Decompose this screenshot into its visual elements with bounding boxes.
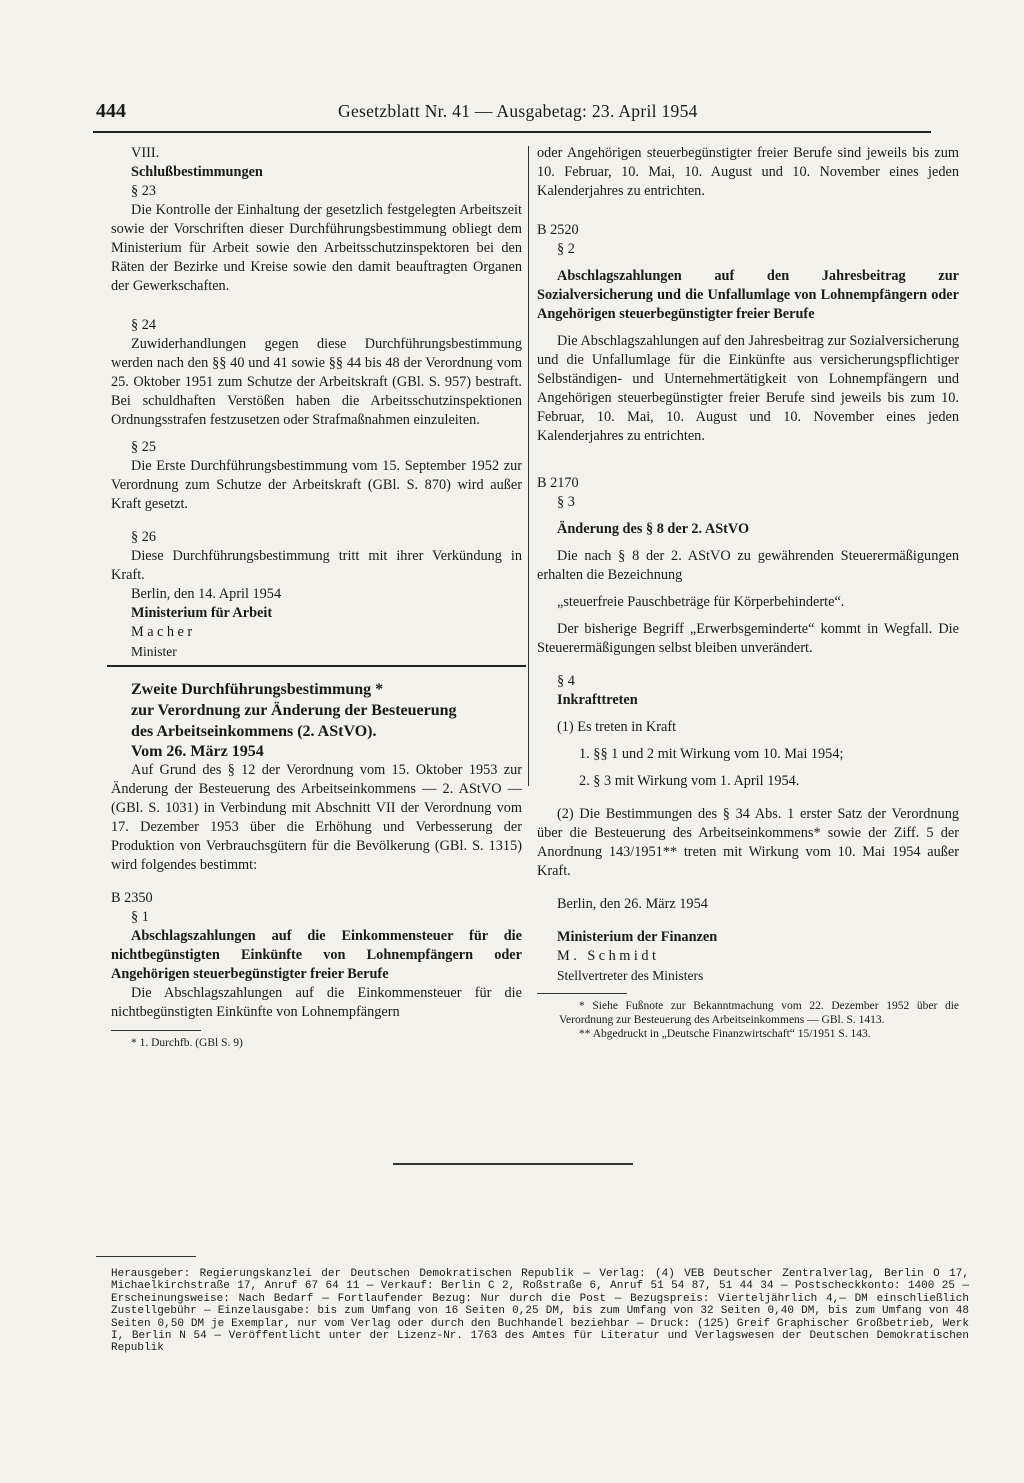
right-column (537, 144, 959, 1041)
code-b2520: B 2520 (537, 222, 579, 238)
page-number: 444 (96, 100, 126, 122)
signature-ministry-right: Ministerium der Finanzen (557, 929, 718, 945)
chapter-title: Schlußbestimmungen (131, 164, 263, 180)
running-head: Gesetzblatt Nr. 41 — Ausgabetag: 23. April 1954 (338, 101, 698, 121)
section-2-title: Abschlagszahlungen auf den Jahresbeitrag zur Sozialversicherung und die Unfallumlage von Lohnempfängern oder Angehörigen steuerbegünstigter freier Berufe (537, 268, 959, 322)
section-1-heading: § 1 (131, 909, 149, 925)
section-4-para-1: (1) Es treten in Kraft (557, 719, 677, 735)
code-b2170: B 2170 (537, 475, 579, 491)
column-divider (528, 146, 529, 786)
page-header (96, 100, 930, 130)
signature-role: Minister (131, 644, 177, 659)
footnote: * 1. Durchfb. (GBl S. 9) (131, 1037, 243, 1049)
left-column (111, 144, 522, 1050)
decree-preamble: Auf Grund des § 12 der Verordnung vom 15. Oktober 1953 zur Änderung der Besteuerung des Arbeitseinkommens — 2. AStVO — (GBl. S. 1031) in Verbindung mit Abschnitt VII der Verordnung vom 17. Dezember 1953 über die Erhöhung und Verbesserung der Produktion von Verbrauchsgütern für die Bevölkerung (GBl. S. 1315) wird folgendes bestimmt: (111, 762, 522, 873)
section-3-text-1: Die nach § 8 der 2. AStVO zu gewährenden Steuerermäßigungen erhalten die Bezeichnung (537, 548, 959, 583)
section-2-text: Die Abschlagszahlungen auf den Jahresbeitrag zur Sozialversicherung und die Unfallumlage für die Einkünfte aus versicherungspflichtiger Selbständigen- und Unternehmertätigkeit von Lohnempfängern und Angehörigen steuerbegünstigter freier Berufe sind jeweils bis zum 10. Februar, 10. Mai, 10. August und 10. November eines jeden Kalenderjahres zu entrichten. (537, 333, 959, 444)
section-3-quote: „steuerfreie Pauschbeträge für Körperbehinderte“. (557, 594, 845, 610)
section-4-para-2: (2) Die Bestimmungen des § 34 Abs. 1 erster Satz der Verordnung über die Besteuerung des Arbeitseinkommens* sowie der Ziff. 5 der Anordnung 143/1951** treten mit Wirkung vom 10. Mai 1954 außer Kraft. (537, 806, 959, 879)
section-2-heading: § 2 (557, 241, 575, 257)
chapter-number: VIII. (131, 145, 160, 161)
section-4-heading: § 4 (557, 673, 575, 689)
section-4-title: Inkrafttreten (557, 692, 638, 708)
signature-ministry: Ministerium für Arbeit (131, 605, 273, 621)
decree-title-line-1: Zweite Durchführungsbestimmung * (131, 681, 384, 698)
end-rule (393, 1163, 633, 1165)
place-date: Berlin, den 14. April 1954 (131, 586, 282, 602)
section-1-text: Die Abschlagszahlungen auf die Einkommensteuer für die nichtbegünstigten Einkünfte von Lohnempfängern (111, 985, 522, 1020)
section-25-text: Die Erste Durchführungsbestimmung vom 15. September 1952 zur Verordnung zum Schutze der Arbeitskraft (GBl. S. 870) wird außer Kraft gesetzt. (111, 458, 522, 512)
section-23-heading: § 23 (131, 183, 157, 199)
imprint-rule (96, 1256, 196, 1257)
signature-name-right: M. Schmidt (557, 948, 660, 964)
decree-title-line-2: zur Verordnung zur Änderung der Besteuerung (131, 702, 457, 719)
section-1-continuation: oder Angehörigen steuerbegünstigter freier Berufe sind jeweils bis zum 10. Februar, 10. Mai, 10. August und 10. November eines jeden Kalenderjahres zu entrichten. (537, 145, 959, 199)
footnote-rule (111, 1030, 201, 1031)
section-3-text-2: Der bisherige Begriff „Erwerbsgeminderte“ kommt in Wegfall. Die Steuerermäßigungen selbst bleiben unverändert. (537, 621, 959, 656)
decree-date: Vom 26. März 1954 (131, 743, 264, 760)
footnote-rule-right (537, 993, 627, 994)
footnote-right-2: ** Abgedruckt in „Deutsche Finanzwirtschaft“ 15/1951 S. 143. (579, 1028, 871, 1040)
signature-name: Macher (131, 624, 196, 640)
section-23-text: Die Kontrolle der Einhaltung der gesetzlich festgelegten Arbeitszeit sowie der Vorschriften dieser Durchführungsbestimmung obliegt dem Ministerium für Arbeit sowie den Arbeitsschutzinspektoren bei den Räten der Bezirke und Kreise sowie den damit beauftragten Organen der Gewerkschaften. (111, 202, 522, 294)
footnote-right-1: * Siehe Fußnote zur Bekanntmachung vom 22. Dezember 1952 über die Verordnung zur Besteuerung des Arbeitseinkommens — GBl. S. 1413. (559, 1000, 959, 1026)
section-24-text: Zuwiderhandlungen gegen diese Durchführungsbestimmung werden nach den §§ 40 und 41 sowie §§ 44 bis 48 der Verordnung vom 25. Oktober 1951 zum Schutze der Arbeitskraft (GBl. S. 957) bestraft. Bei schuldhaften Verstößen haben die Arbeitsschutzinspektionen Ordnungsstrafen festzusetzen oder Strafmaßnahmen einzuleiten. (111, 336, 522, 428)
section-24-heading: § 24 (131, 317, 157, 333)
imprint: Herausgeber: Regierungskanzlei der Deutschen Demokratischen Republik — Verlag: (4) VEB Deutscher Zentralverlag, Berlin O 17, Michaelkirchstraße 17, Anruf 67 64 11 — Verkauf: Berlin C 2, Roßstraße 6, Anruf 51 54 87, 51 44 34 — Postscheckkonto: 1400 25 — Erscheinungsweise: Nach Bedarf — Fortlaufender Bezug: Nur durch die Post — Bezugspreis: Vierteljährlich 4,— DM einschließlich Zustellgebühr — Einzelausgabe: bis zum Umfang von 16 Seiten 0,25 DM, bis zum Umfang von 32 Seiten 0,40 DM, bis zum Umfang von 48 Seiten 0,50 DM je Exemplar, nur vom Verlag oder durch den Buchhandel beziehbar — Druck: (125) Greif Graphischer Großbetrieb, Werk I, Berlin N 54 — Veröffentlicht unter der Lizenz-Nr. 1763 des Amtes für Literatur und Verlagswesen der Deutschen Demokratischen Republik (111, 1268, 969, 1355)
header-rule (93, 131, 931, 133)
section-3-title: Änderung des § 8 der 2. AStVO (557, 521, 750, 537)
decree-title-line-3: des Arbeitseinkommens (2. AStVO). (131, 723, 377, 740)
section-3-heading: § 3 (557, 494, 575, 510)
section-4-item-1: 1. §§ 1 und 2 mit Wirkung vom 10. Mai 1954; (579, 746, 844, 762)
place-date-right: Berlin, den 26. März 1954 (557, 896, 708, 912)
signature-role-right: Stellvertreter des Ministers (557, 968, 704, 983)
section-26-heading: § 26 (131, 529, 157, 545)
section-25-heading: § 25 (131, 439, 157, 455)
code-b2350: B 2350 (111, 890, 153, 906)
section-divider (107, 665, 526, 667)
section-1-title: Abschlagszahlungen auf die Einkommensteuer für die nichtbegünstigten Einkünfte von Lohnempfängern oder Angehörigen steuerbegünstigter freier Berufe (111, 928, 522, 982)
section-26-text: Diese Durchführungsbestimmung tritt mit ihrer Verkündung in Kraft. (111, 548, 522, 583)
section-4-item-2: 2. § 3 mit Wirkung vom 1. April 1954. (579, 773, 800, 789)
